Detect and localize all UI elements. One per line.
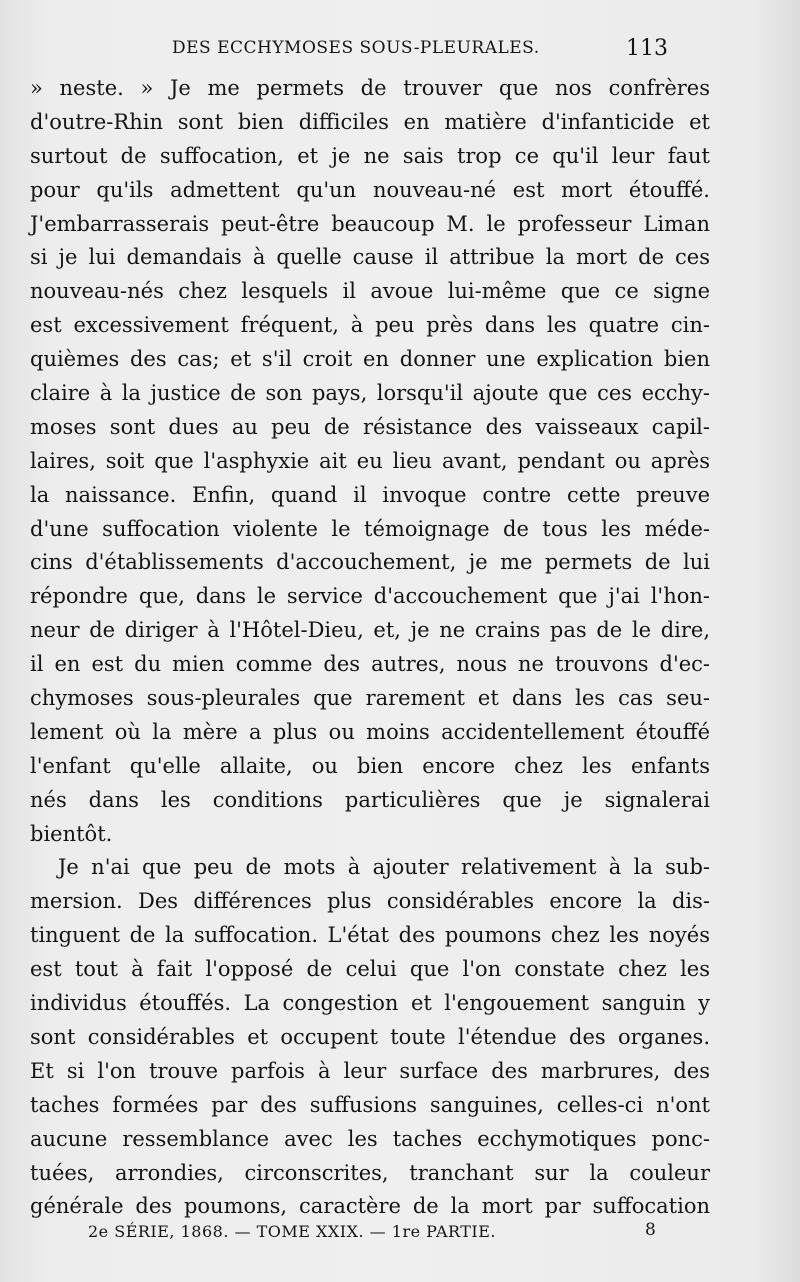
text-line: tuées, arrondies, circonscrites, tranchant sur la couleur [30, 1160, 710, 1185]
text-line: tinguent de la suffocation. L'état des poumons chez les noyés [30, 923, 710, 948]
signature-mark: 8 [645, 1220, 656, 1240]
paragraph-1 [30, 72, 710, 851]
text-line: neur de diriger à l'Hôtel-Dieu, et, je ne crains pas de le dire, [30, 618, 710, 643]
page-footer [0, 1222, 800, 1252]
text-line: chymoses sous-pleurales que rarement et dans les cas seu- [30, 686, 710, 711]
text-line: répondre que, dans le service d'accouchement que j'ai l'hon- [30, 584, 710, 609]
text-line: individus étouffés. La congestion et l'engouement sanguin y [30, 991, 710, 1016]
text-line: bientôt. [30, 821, 113, 846]
text-line: Je n'ai que peu de mots à ajouter relativement à la sub- [58, 855, 710, 880]
text-line: si je lui demandais à quelle cause il attribue la mort de ces [30, 245, 710, 270]
text-line: claire à la justice de son pays, lorsqu'il ajoute que ces ecchy- [30, 381, 710, 406]
running-title: DES ECCHYMOSES SOUS-PLEURALES. [172, 38, 540, 58]
body-text [30, 72, 710, 1224]
page-number: 113 [626, 36, 668, 61]
page-header [0, 36, 800, 70]
text-line: J'embarrasserais peut-être beaucoup M. le professeur Liman [30, 211, 710, 236]
text-line: cins d'établissements d'accouchement, je me permets de lui [30, 550, 710, 575]
text-line: est excessivement fréquent, à peu près dans les quatre cin- [30, 313, 710, 338]
text-line: la naissance. Enfin, quand il invoque contre cette preuve [30, 482, 710, 507]
text-line: générale des poumons, caractère de la mort par suffocation [30, 1194, 710, 1219]
text-line: nouveau-nés chez lesquels il avoue lui-même que ce signe [30, 279, 710, 304]
paragraph-2 [30, 851, 710, 1224]
text-line: nés dans les conditions particulières que je signalerai [30, 787, 710, 812]
text-line: est tout à fait l'opposé de celui que l'on constate chez les [30, 957, 710, 982]
text-line: mersion. Des différences plus considérables encore la dis- [30, 889, 710, 914]
text-line: » neste. » Je me permets de trouver que nos confrères [30, 76, 710, 100]
text-line: surtout de suffocation, et je ne sais trop ce qu'il leur faut [30, 143, 710, 168]
text-line: d'une suffocation violente le témoignage de tous les méde- [30, 516, 710, 541]
text-line: d'outre-Rhin sont bien difficiles en matière d'infanticide et [30, 109, 710, 134]
text-line: sont considérables et occupent toute l'étendue des organes. [30, 1024, 710, 1049]
text-line: aucune ressemblance avec les taches ecchymotiques ponc- [30, 1126, 710, 1151]
text-line: lement où la mère a plus ou moins accidentellement étouffé [30, 719, 710, 744]
series-line: 2e SÉRIE, 1868. — TOME XXIX. — 1re PARTIE. [88, 1222, 497, 1241]
text-line: taches formées par des suffusions sanguines, celles-ci n'ont [30, 1092, 710, 1117]
text-line: pour qu'ils admettent qu'un nouveau-né est mort étouffé. [30, 177, 710, 202]
text-line: moses sont dues au peu de résistance des vaisseaux capil- [30, 414, 710, 439]
text-line: l'enfant qu'elle allaite, ou bien encore chez les enfants [30, 753, 710, 778]
text-line: il en est du mien comme des autres, nous ne trouvons d'ec- [30, 652, 710, 677]
text-line: Et si l'on trouve parfois à leur surface des marbrures, des [30, 1058, 710, 1083]
text-line: laires, soit que l'asphyxie ait eu lieu avant, pendant ou après [30, 448, 710, 473]
text-line: quièmes des cas; et s'il croit en donner une explication bien [30, 347, 710, 372]
